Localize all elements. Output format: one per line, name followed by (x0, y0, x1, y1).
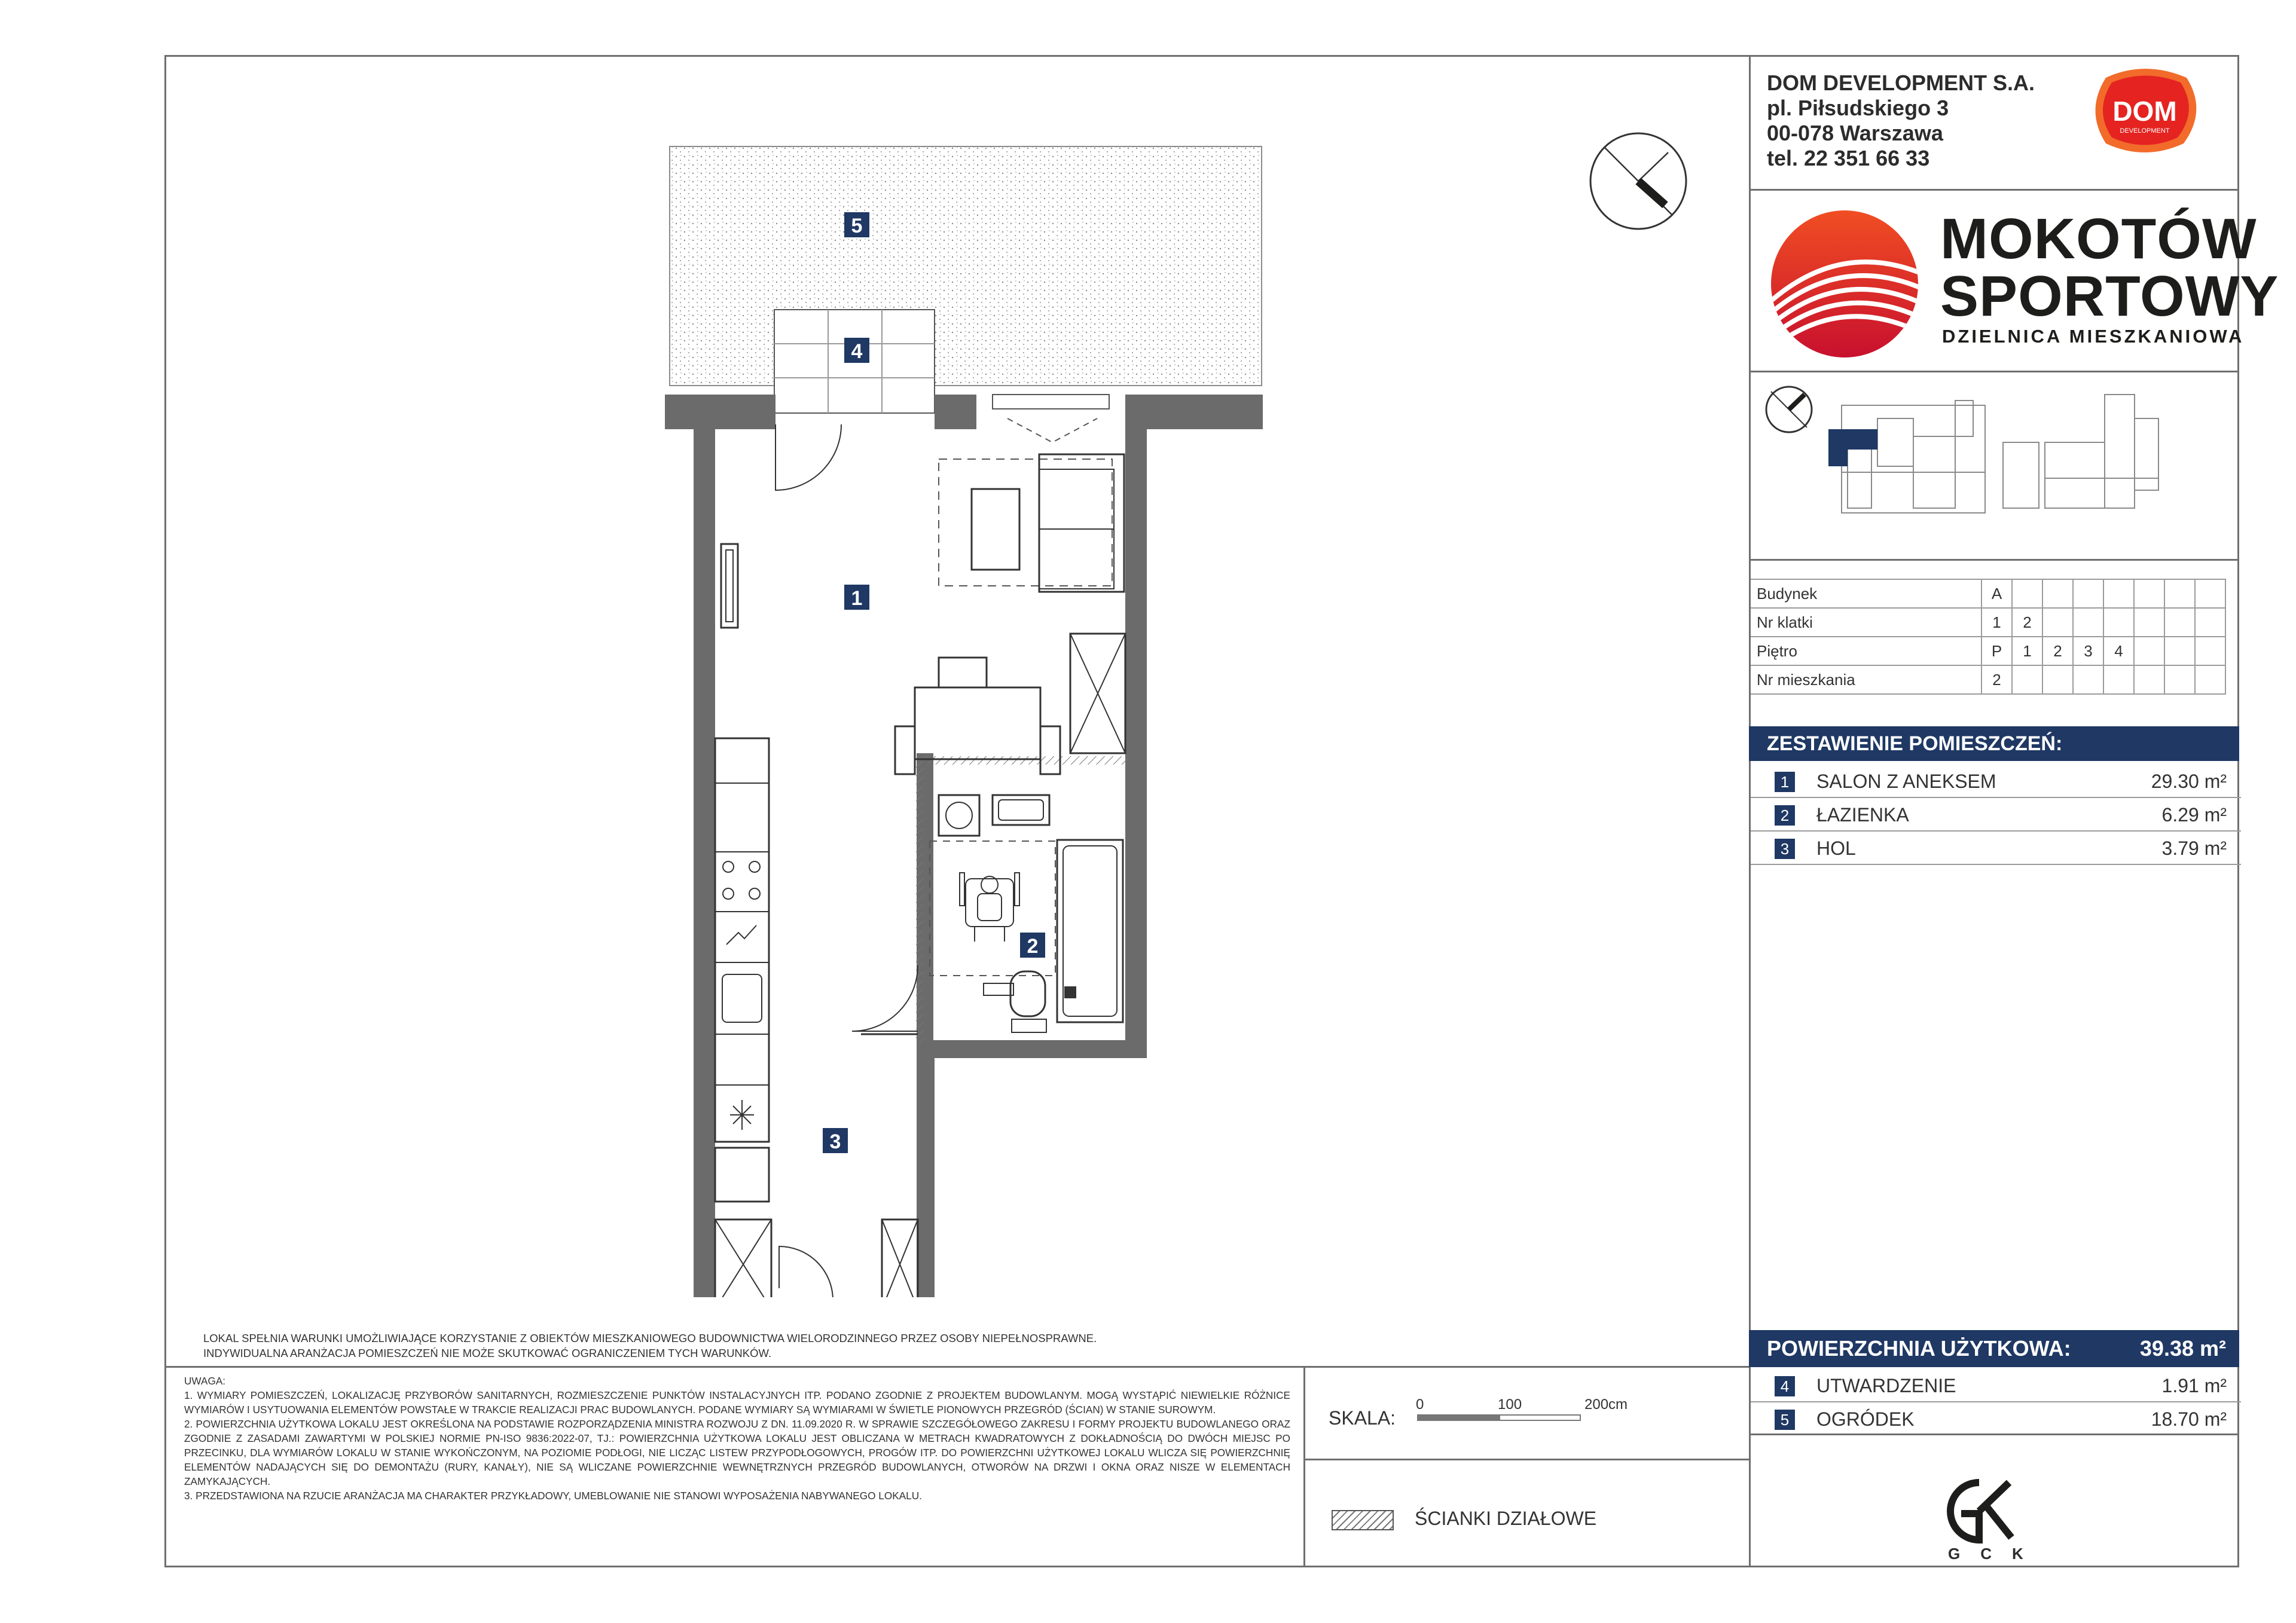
scale-tick: 200cm (1584, 1396, 1628, 1413)
usable-area-label: POWIERZCHNIA UŻYTKOWA: (1767, 1336, 2071, 1361)
location-row-stairwell (1751, 608, 2225, 637)
location-value: 4 (2103, 637, 2134, 665)
plan-label-hall: 3 (829, 1130, 841, 1153)
plan-label-living: 1 (851, 587, 863, 610)
location-value: 2 (2012, 608, 2042, 637)
brand-divider (1749, 371, 2239, 372)
location-value: 1 (1981, 608, 2012, 637)
room-number: 1 (1775, 772, 1795, 792)
usable-area-value: 39.38 m² (2139, 1336, 2226, 1361)
company-street: pl. Piłsudskiego 3 (1767, 96, 1949, 120)
location-label: Budynek (1751, 579, 1981, 608)
brand-title-line1: MOKOTÓW (1940, 207, 2257, 271)
location-label: Piętro (1751, 637, 1981, 665)
plan-label-paving: 4 (851, 340, 863, 363)
wheelchair-icon (960, 873, 1019, 942)
keyplan-compass-icon (1766, 387, 1812, 432)
room-name: HOL (1816, 838, 1856, 859)
extra-number: 4 (1775, 1376, 1795, 1396)
dom-development-logo (2088, 66, 2202, 155)
key-plan (1758, 383, 2236, 538)
rooms-heading-text: ZESTAWIENIE POMIESZCZEŃ: (1767, 732, 2063, 755)
location-row-floor (1751, 637, 2225, 665)
note-item: 1. WYMIARY POMIESZCZEŃ, LOKALIZACJĘ PRZYBORÓW SANITARNYCH, ROZMIESZCZENIE PUNKTÓW INSTALACYJNYCH ITP. PODANO ZGODNIE Z PROJEKTEM BUDOWLANYM. MOGĄ WYSTĄPIĆ NIEWIELKIE RÓŻNICE WYMIARÓW I USYTUOWANIA ELEMENTÓW POWSTAŁE W TRAKCIE REALIZACJI PRAC BUDOWLANYCH. PODANE WYMIARY SĄ WYMIARAMI W ŚWIETLE PIONOWYCH PRZEGRÓD (ŚCIAN) W STANIE SUROWYM. (184, 1389, 1290, 1416)
location-value: 3 (2073, 637, 2103, 665)
room-area: 6.29 m² (2161, 804, 2227, 826)
location-value: P (1981, 637, 2012, 665)
dom-logo-text: DOM (2112, 96, 2177, 127)
extra-number: 5 (1775, 1410, 1795, 1430)
partition-walls-label: ŚCIANKI DZIAŁOWE (1415, 1508, 1597, 1529)
room-row (1751, 832, 2241, 865)
room-row (1751, 798, 2241, 832)
rooms-heading (1749, 726, 2239, 761)
brand-title (1940, 207, 2279, 328)
room-name: SALON Z ANEKSEM (1816, 771, 1996, 792)
accessibility-note: LOKAL SPEŁNIA WARUNKI UMOŻLIWIAJĄCE KORZYSTANIE Z OBIEKTÓW MIESZKANIOWEGO BUDOWNICTWA WIELORODZINNEGO PRZEZ OSOBY NIEPEŁNOSPRAWNE. INDYWIDUALNA ARANŻACJA POMIESZCZEŃ NIE MOŻE SKUTKOWAĆ OGRANICZENIEM TYCH WARUNKÓW. (203, 1332, 1097, 1359)
extra-area: 1.91 m² (2161, 1375, 2227, 1396)
company-name: DOM DEVELOPMENT S.A. (1767, 71, 2035, 95)
footer-divider (164, 1366, 1749, 1368)
company-city: 00-078 Warszawa (1767, 121, 1943, 145)
location-row-apartment (1751, 665, 2225, 694)
keyplan-divider (1749, 559, 2239, 561)
location-row-building (1751, 579, 2225, 608)
usable-area-bar (1749, 1330, 2239, 1367)
notes-divider (1303, 1366, 1305, 1567)
location-value: 2 (2042, 637, 2073, 665)
north-arrow-icon (1587, 130, 1689, 232)
company-info (1767, 71, 2035, 171)
room-number: 3 (1775, 839, 1795, 859)
note-item: 3. PRZEDSTAWIONA NA RZUCIE ARANŻACJA MA CHARAKTER PRZYKŁADOWY, UMEBLOWANIE NIE STANOWI WYPOSAŻENIA NABYWANEGO LOKALU. (184, 1490, 922, 1502)
floor-plan (658, 137, 1303, 1297)
header-divider (1749, 189, 2239, 191)
notes (184, 1374, 1290, 1503)
partition-walls-swatch (1332, 1510, 1394, 1530)
gck-text: GCK (1948, 1545, 2044, 1563)
brand-title-line2: SPORTOWY (1940, 264, 2279, 328)
room-area: 29.30 m² (2151, 771, 2227, 792)
location-value: A (1981, 579, 2012, 608)
extra-area: 18.70 m² (2151, 1408, 2227, 1430)
location-value: 1 (2012, 637, 2042, 665)
extra-row (1751, 1402, 2241, 1436)
location-value: 2 (1981, 665, 2012, 694)
scale-label: SKALA: (1329, 1407, 1396, 1429)
room-number: 2 (1775, 805, 1795, 826)
brand-subtitle: DZIELNICA MIESZKANIOWA (1942, 326, 2245, 347)
company-phone: tel. 22 351 66 33 (1767, 146, 1930, 170)
plan-label-bathroom: 2 (1027, 935, 1039, 958)
extra-name: UTWARDZENIE (1816, 1375, 1956, 1396)
location-label: Nr klatki (1751, 608, 1981, 637)
location-label: Nr mieszkania (1751, 665, 1981, 694)
extra-row (1751, 1369, 2241, 1402)
garden-area (670, 146, 1262, 386)
room-area: 3.79 m² (2161, 838, 2227, 859)
scale-bar-light (1499, 1414, 1581, 1421)
room-name: ŁAZIENKA (1816, 804, 1909, 826)
dom-logo-subtext: DEVELOPMENT (2120, 127, 2170, 135)
location-table (1751, 579, 2226, 695)
scale-tick: 100 (1498, 1396, 1522, 1413)
extra-name: OGRÓDEK (1816, 1408, 1915, 1430)
note-item: 2. POWIERZCHNIA UŻYTKOWA LOKALU JEST OKREŚLONA NA PODSTAWIE ROZPORZĄDZENIA MINISTRA ROZWOJU Z DN. 11.09.2020 R. W SPRAWIE SZCZEGÓŁOWEGO ZAKRESU I FORMY PROJEKTU BUDOWLANEGO ORAZ ZGODNIE Z ZASADAMI ZAWARTYMI W POLSKIEJ NORMIE PN-ISO 9836:2022-07, TJ.: POWIERZCHNIA UŻYTKOWA LOKALU JEST OBLICZANA W METRACH KWADRATOWYCH Z DOKŁADNOŚCIĄ DO DWÓCH MIEJSC PO PRZECINKU, DLA WYMIARÓW LOKALU W STANIE WYKOŃCZONYM, NA POZIOMIE PODŁOGI, NIE LICZĄC LISTEW PRZYPODŁOGOWYCH, PROGÓW ITP. DO POWIERZCHNI UŻYTKOWEJ LOKALU WLICZA SIĘ POWIERZCHNIĘ ELEMENTÓW NADAJĄCYCH SIĘ DO DEMONTAŻU (RURY, KANAŁY), NIE SĄ WLICZANE POWIERZCHNIE WEWNĘTRZNYCH PRZEGRÓD BUDOWLANYCH, OTWORÓW NA DRZWI I OKNA ORAZ NISZE W ELEMENTACH ZAMYKAJĄCYCH. (184, 1418, 1290, 1487)
scale-bar-dark (1417, 1414, 1499, 1421)
room-row (1751, 765, 2241, 798)
plan-label-garden: 5 (851, 215, 863, 237)
legend-divider (1303, 1459, 1749, 1460)
scale-tick: 0 (1416, 1396, 1424, 1413)
notes-heading: UWAGA: (184, 1375, 226, 1387)
